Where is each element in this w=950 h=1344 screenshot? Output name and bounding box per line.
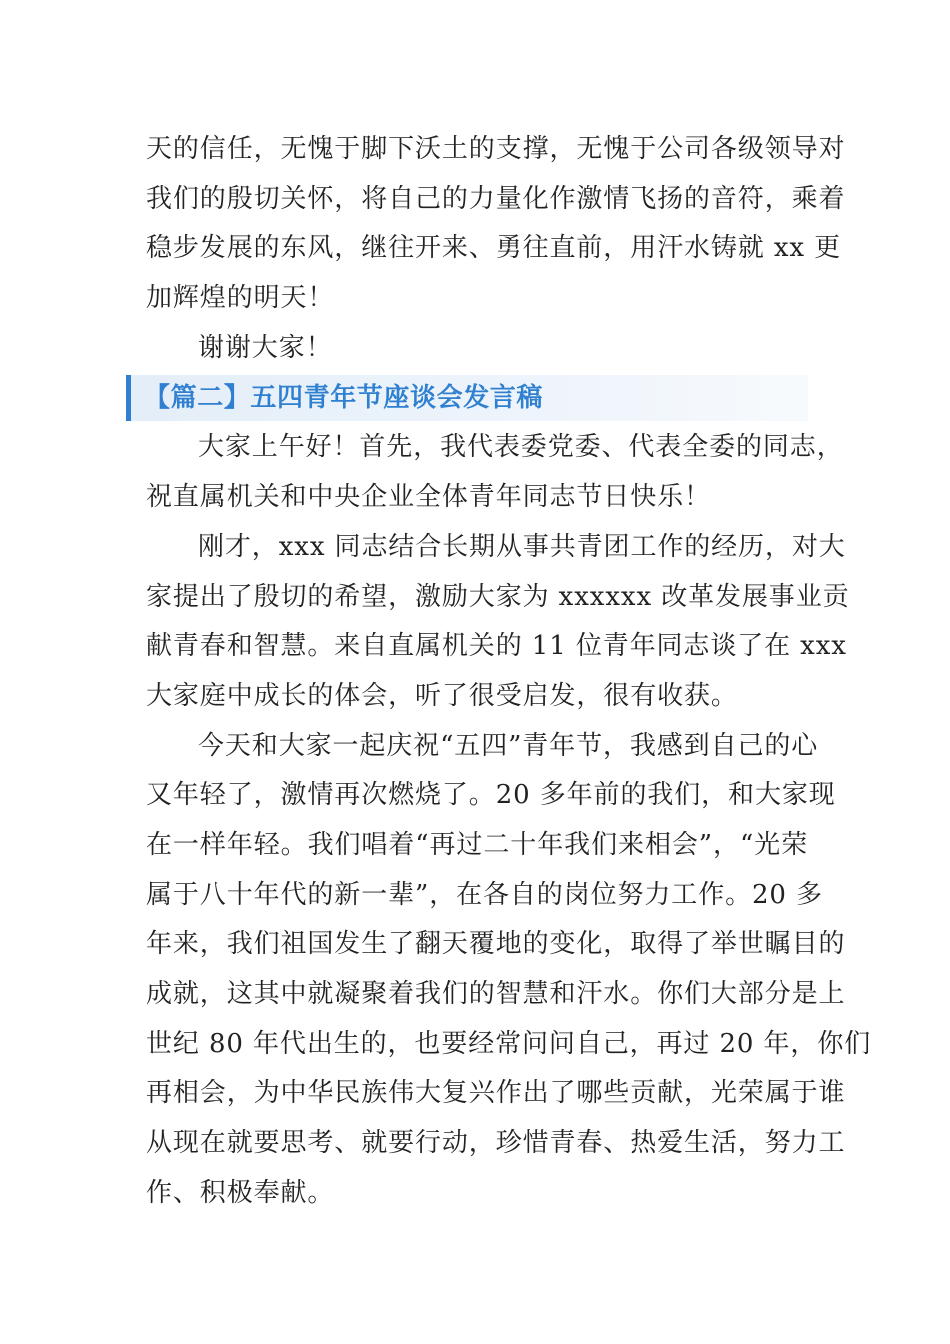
paragraph-line: 在一样年轻。我们唱着“再过二十年我们来相会”，“光荣 bbox=[146, 829, 808, 860]
closing-line: 谢谢大家！ bbox=[198, 332, 333, 363]
paragraph-line: 加辉煌的明天！ bbox=[146, 283, 335, 314]
paragraph-line: 成就，这其中就凝聚着我们的智慧和汗水。你们大部分是上 bbox=[146, 979, 846, 1009]
paragraph-line: 祝直属机关和中央企业全体青年同志节日快乐！ bbox=[146, 482, 711, 513]
paragraph-line: 世纪 80 年代出生的，也要经常问问自己，再过 20 年，你们 bbox=[146, 1028, 872, 1059]
paragraph-line: 从现在就要思考、就要行动，珍惜青春、热爱生活，努力工 bbox=[146, 1128, 846, 1159]
paragraph-line: 刚才，xxx 同志结合长期从事共青团工作的经历，对大 bbox=[198, 531, 846, 562]
paragraph-line: 我们的殷切关怀，将自己的力量化作激情飞扬的音符，乘着 bbox=[146, 183, 846, 214]
paragraph-line: 再相会，为中华民族伟大复兴作出了哪些贡献，光荣属于谁 bbox=[146, 1078, 846, 1109]
section-heading bbox=[126, 375, 808, 421]
paragraph-line: 又年轻了，激情再次燃烧了。20 多年前的我们，和大家现 bbox=[146, 780, 836, 811]
paragraph-line: 家提出了殷切的希望，激励大家为 xxxxxx 改革发展事业贡 bbox=[146, 581, 850, 612]
paragraph-line: 年来，我们祖国发生了翻天覆地的变化，取得了举世瞩目的 bbox=[146, 929, 846, 960]
paragraph-line: 稳步发展的东风，继往开来、勇往直前，用汗水铸就 xx 更 bbox=[146, 233, 842, 264]
paragraph-line: 今天和大家一起庆祝“五四”青年节，我感到自己的心 bbox=[198, 730, 819, 761]
section-heading-text: 【篇二】五四青年节座谈会发言稿 bbox=[144, 383, 544, 414]
paragraph-line: 献青春和智慧。来自直属机关的 11 位青年同志谈了在 xxx bbox=[146, 631, 847, 662]
paragraph-line: 大家庭中成长的体会，听了很受启发，很有收获。 bbox=[146, 680, 738, 711]
document-page bbox=[144, 125, 872, 1218]
paragraph-line: 属于八十年代的新一辈”，在各自的岗位努力工作。20 多 bbox=[146, 879, 823, 910]
paragraph-line: 大家上午好！首先，我代表委党委、代表全委的同志， bbox=[198, 432, 844, 463]
paragraph-line: 作、积极奉献。 bbox=[146, 1177, 335, 1208]
paragraph-line: 天的信任，无愧于脚下沃土的支撑，无愧于公司各级领导对 bbox=[146, 134, 846, 164]
